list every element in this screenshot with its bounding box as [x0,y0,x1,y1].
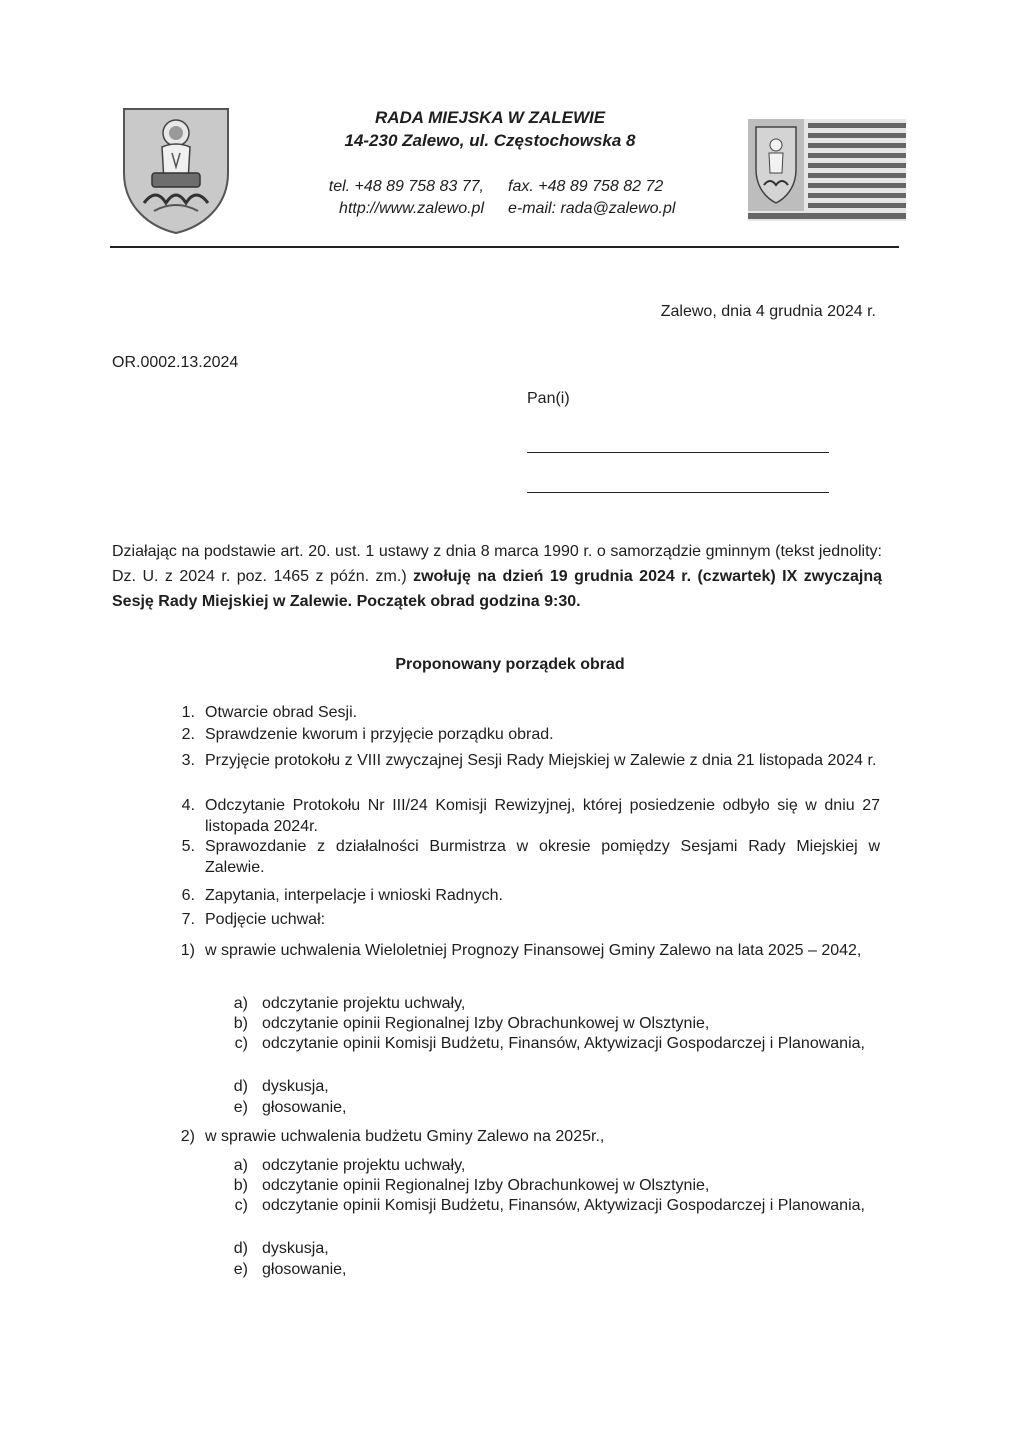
fax: fax. +48 89 758 82 72 [508,178,664,195]
organization-address: 14-230 Zalewo, ul. Częstochowska 8 [344,131,636,150]
header-divider [110,246,899,248]
contact-right [508,176,728,220]
recipient-line-2 [527,492,829,493]
website: http://www.zalewo.pl [339,200,484,217]
municipal-flag-icon [748,119,906,221]
contact-left [260,176,484,220]
organization-name: RADA MIEJSKA W ZALEWIE [374,108,606,127]
intro-bold: zwołuję na dzień 19 grudnia 2024 r. (czwartek) IX zwyczajną Sesję Rady Miejskiej w Zalewie. Początek obrad godzina 9:30. [112,568,883,610]
reference-number: OR.0002.13.2024 [112,354,239,371]
email: e-mail: rada@zalewo.pl [508,200,676,217]
telephone: tel. +48 89 758 83 77, [328,178,484,195]
coat-of-arms-icon [122,107,230,235]
recipient-label: Pan(i) [527,390,570,407]
agenda-title: Proponowany porządek obrad [395,656,625,673]
recipient-line-1 [527,452,829,453]
letter-date: Zalewo, dnia 4 grudnia 2024 r. [660,303,876,320]
intro-paragraph [112,539,882,614]
letterhead [300,106,680,152]
intro-plain: Działając na podstawie art. 20. ust. 1 ustawy z dnia 8 marca 1990 r. o samorządzie gminnym (tekst jednolity: Dz. U. z 2024 r. poz. 1465 z późn. zm.) [112,543,882,585]
